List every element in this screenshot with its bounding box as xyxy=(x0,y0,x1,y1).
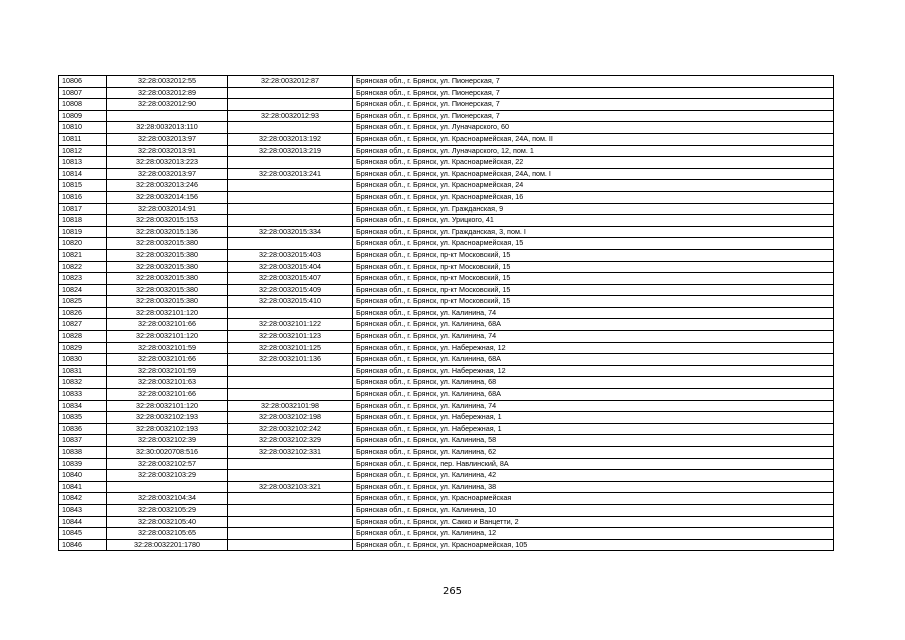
row-number-cell: 10846 xyxy=(59,539,107,551)
cadastral-number-cell: 32:28:0032012:90 xyxy=(107,99,228,111)
related-cadastral-number-cell: 32:28:0032015:334 xyxy=(228,226,353,238)
row-number-cell: 10827 xyxy=(59,319,107,331)
address-cell: Брянская обл., г. Брянск, ул. Гражданская, 9 xyxy=(353,203,834,215)
address-cell: Брянская обл., г. Брянск, ул. Калинина, 12 xyxy=(353,528,834,540)
address-cell: Брянская обл., г. Брянск, ул. Пионерская, 7 xyxy=(353,87,834,99)
related-cadastral-number-cell: 32:28:0032015:409 xyxy=(228,284,353,296)
related-cadastral-number-cell xyxy=(228,122,353,134)
related-cadastral-number-cell xyxy=(228,504,353,516)
row-number-cell: 10843 xyxy=(59,504,107,516)
table-row xyxy=(59,203,834,215)
table-row xyxy=(59,191,834,203)
table-row xyxy=(59,133,834,145)
table-row xyxy=(59,168,834,180)
address-cell: Брянская обл., г. Брянск, пр-кт Московский, 15 xyxy=(353,296,834,308)
address-cell: Брянская обл., г. Брянск, ул. Набережная, 12 xyxy=(353,365,834,377)
related-cadastral-number-cell xyxy=(228,377,353,389)
related-cadastral-number-cell: 32:28:0032015:403 xyxy=(228,249,353,261)
address-cell: Брянская обл., г. Брянск, ул. Калинина, 42 xyxy=(353,470,834,482)
row-number-cell: 10829 xyxy=(59,342,107,354)
address-cell: Брянская обл., г. Брянск, пр-кт Московский, 15 xyxy=(353,249,834,261)
table-row xyxy=(59,528,834,540)
cadastral-number-cell: 32:28:0032012:89 xyxy=(107,87,228,99)
related-cadastral-number-cell xyxy=(228,470,353,482)
related-cadastral-number-cell xyxy=(228,493,353,505)
cadastral-number-cell: 32:28:0032102:193 xyxy=(107,412,228,424)
address-cell: Брянская обл., г. Брянск, ул. Красноармейская, 24 xyxy=(353,180,834,192)
table-row xyxy=(59,365,834,377)
address-cell: Брянская обл., г. Брянск, пр-кт Московский, 15 xyxy=(353,273,834,285)
related-cadastral-number-cell: 32:28:0032013:219 xyxy=(228,145,353,157)
cadastral-number-cell: 32:28:0032105:29 xyxy=(107,504,228,516)
row-number-cell: 10828 xyxy=(59,331,107,343)
address-cell: Брянская обл., г. Брянск, ул. Красноармейская, 22 xyxy=(353,157,834,169)
cadastral-number-cell: 32:28:0032015:380 xyxy=(107,238,228,250)
table-row xyxy=(59,157,834,169)
row-number-cell: 10824 xyxy=(59,284,107,296)
table-row xyxy=(59,400,834,412)
records-table-body xyxy=(59,76,834,551)
cadastral-number-cell: 32:28:0032101:66 xyxy=(107,354,228,366)
row-number-cell: 10808 xyxy=(59,99,107,111)
cadastral-number-cell xyxy=(107,110,228,122)
related-cadastral-number-cell: 32:28:0032102:331 xyxy=(228,447,353,459)
table-row xyxy=(59,226,834,238)
table-row xyxy=(59,76,834,88)
related-cadastral-number-cell xyxy=(228,157,353,169)
address-cell: Брянская обл., г. Брянск, ул. Красноармейская, 24А, пом. I xyxy=(353,168,834,180)
related-cadastral-number-cell: 32:28:0032102:329 xyxy=(228,435,353,447)
table-row xyxy=(59,423,834,435)
cadastral-number-cell: 32:28:0032015:380 xyxy=(107,261,228,273)
row-number-cell: 10816 xyxy=(59,191,107,203)
address-cell: Брянская обл., г. Брянск, ул. Красноармейская, 16 xyxy=(353,191,834,203)
table-row xyxy=(59,493,834,505)
address-cell: Брянская обл., г. Брянск, ул. Красноармейская, 105 xyxy=(353,539,834,551)
row-number-cell: 10838 xyxy=(59,447,107,459)
related-cadastral-number-cell: 32:28:0032012:87 xyxy=(228,76,353,88)
address-cell: Брянская обл., г. Брянск, ул. Красноармейская, 24А, пом. II xyxy=(353,133,834,145)
cadastral-number-cell: 32:28:0032201:1780 xyxy=(107,539,228,551)
row-number-cell: 10818 xyxy=(59,215,107,227)
address-cell: Брянская обл., г. Брянск, ул. Луначарского, 12, пом. 1 xyxy=(353,145,834,157)
row-number-cell: 10836 xyxy=(59,423,107,435)
related-cadastral-number-cell xyxy=(228,516,353,528)
table-row xyxy=(59,110,834,122)
table-row xyxy=(59,261,834,273)
row-number-cell: 10823 xyxy=(59,273,107,285)
related-cadastral-number-cell: 32:28:0032102:198 xyxy=(228,412,353,424)
cadastral-number-cell: 32:28:0032015:380 xyxy=(107,273,228,285)
address-cell: Брянская обл., г. Брянск, ул. Калинина, 74 xyxy=(353,307,834,319)
address-cell: Брянская обл., г. Брянск, ул. Пионерская, 7 xyxy=(353,99,834,111)
related-cadastral-number-cell xyxy=(228,389,353,401)
table-row xyxy=(59,470,834,482)
table-row xyxy=(59,307,834,319)
table-row xyxy=(59,504,834,516)
related-cadastral-number-cell xyxy=(228,215,353,227)
table-row xyxy=(59,331,834,343)
row-number-cell: 10812 xyxy=(59,145,107,157)
address-cell: Брянская обл., г. Брянск, ул. Гражданская, 3, пом. I xyxy=(353,226,834,238)
row-number-cell: 10813 xyxy=(59,157,107,169)
cadastral-number-cell: 32:30:0020708:516 xyxy=(107,447,228,459)
address-cell: Брянская обл., г. Брянск, ул. Красноармейская xyxy=(353,493,834,505)
table-row xyxy=(59,238,834,250)
row-number-cell: 10830 xyxy=(59,354,107,366)
address-cell: Брянская обл., г. Брянск, пер. Навлинский, 8А xyxy=(353,458,834,470)
table-row xyxy=(59,145,834,157)
cadastral-number-cell: 32:28:0032103:29 xyxy=(107,470,228,482)
row-number-cell: 10837 xyxy=(59,435,107,447)
address-cell: Брянская обл., г. Брянск, ул. Калинина, 10 xyxy=(353,504,834,516)
cadastral-number-cell: 32:28:0032101:63 xyxy=(107,377,228,389)
table-row xyxy=(59,458,834,470)
address-cell: Брянская обл., г. Брянск, пр-кт Московский, 15 xyxy=(353,284,834,296)
row-number-cell: 10817 xyxy=(59,203,107,215)
row-number-cell: 10815 xyxy=(59,180,107,192)
row-number-cell: 10825 xyxy=(59,296,107,308)
cadastral-number-cell: 32:28:0032105:65 xyxy=(107,528,228,540)
row-number-cell: 10832 xyxy=(59,377,107,389)
related-cadastral-number-cell xyxy=(228,180,353,192)
table-row xyxy=(59,87,834,99)
address-cell: Брянская обл., г. Брянск, ул. Набережная, 12 xyxy=(353,342,834,354)
address-cell: Брянская обл., г. Брянск, ул. Калинина, 68 xyxy=(353,377,834,389)
table-row xyxy=(59,377,834,389)
table-row xyxy=(59,481,834,493)
related-cadastral-number-cell: 32:28:0032012:93 xyxy=(228,110,353,122)
related-cadastral-number-cell: 32:28:0032103:321 xyxy=(228,481,353,493)
related-cadastral-number-cell: 32:28:0032101:122 xyxy=(228,319,353,331)
cadastral-number-cell: 32:28:0032105:40 xyxy=(107,516,228,528)
row-number-cell: 10840 xyxy=(59,470,107,482)
cadastral-number-cell: 32:28:0032013:246 xyxy=(107,180,228,192)
table-row xyxy=(59,180,834,192)
related-cadastral-number-cell xyxy=(228,458,353,470)
address-cell: Брянская обл., г. Брянск, ул. Сакко и Ванцетти, 2 xyxy=(353,516,834,528)
related-cadastral-number-cell: 32:28:0032101:125 xyxy=(228,342,353,354)
table-row xyxy=(59,354,834,366)
cadastral-number-cell: 32:28:0032014:91 xyxy=(107,203,228,215)
cadastral-number-cell: 32:28:0032013:223 xyxy=(107,157,228,169)
row-number-cell: 10822 xyxy=(59,261,107,273)
related-cadastral-number-cell xyxy=(228,203,353,215)
cadastral-number-cell: 32:28:0032101:120 xyxy=(107,400,228,412)
address-cell: Брянская обл., г. Брянск, ул. Калинина, 68А xyxy=(353,319,834,331)
related-cadastral-number-cell: 32:28:0032015:407 xyxy=(228,273,353,285)
cadastral-number-cell: 32:28:0032101:120 xyxy=(107,331,228,343)
related-cadastral-number-cell: 32:28:0032102:242 xyxy=(228,423,353,435)
cadastral-number-cell: 32:28:0032015:153 xyxy=(107,215,228,227)
related-cadastral-number-cell: 32:28:0032101:98 xyxy=(228,400,353,412)
row-number-cell: 10821 xyxy=(59,249,107,261)
address-cell: Брянская обл., г. Брянск, ул. Пионерская, 7 xyxy=(353,110,834,122)
row-number-cell: 10834 xyxy=(59,400,107,412)
cadastral-number-cell: 32:28:0032013:97 xyxy=(107,168,228,180)
row-number-cell: 10810 xyxy=(59,122,107,134)
cadastral-number-cell: 32:28:0032104:34 xyxy=(107,493,228,505)
row-number-cell: 10839 xyxy=(59,458,107,470)
related-cadastral-number-cell: 32:28:0032101:123 xyxy=(228,331,353,343)
row-number-cell: 10842 xyxy=(59,493,107,505)
row-number-cell: 10845 xyxy=(59,528,107,540)
table-row xyxy=(59,273,834,285)
related-cadastral-number-cell xyxy=(228,307,353,319)
cadastral-number-cell: 32:28:0032101:59 xyxy=(107,342,228,354)
address-cell: Брянская обл., г. Брянск, ул. Набережная, 1 xyxy=(353,423,834,435)
address-cell: Брянская обл., г. Брянск, ул. Красноармейская, 15 xyxy=(353,238,834,250)
address-cell: Брянская обл., г. Брянск, ул. Урицкого, 41 xyxy=(353,215,834,227)
row-number-cell: 10806 xyxy=(59,76,107,88)
table-row xyxy=(59,435,834,447)
records-table xyxy=(58,75,834,551)
related-cadastral-number-cell: 32:28:0032013:192 xyxy=(228,133,353,145)
row-number-cell: 10820 xyxy=(59,238,107,250)
row-number-cell: 10835 xyxy=(59,412,107,424)
address-cell: Брянская обл., г. Брянск, ул. Набережная, 1 xyxy=(353,412,834,424)
address-cell: Брянская обл., г. Брянск, ул. Калинина, 74 xyxy=(353,400,834,412)
row-number-cell: 10807 xyxy=(59,87,107,99)
cadastral-number-cell: 32:28:0032015:380 xyxy=(107,249,228,261)
cadastral-number-cell xyxy=(107,481,228,493)
cadastral-number-cell: 32:28:0032102:57 xyxy=(107,458,228,470)
address-cell: Брянская обл., г. Брянск, ул. Калинина, 74 xyxy=(353,331,834,343)
table-row xyxy=(59,412,834,424)
table-row xyxy=(59,447,834,459)
address-cell: Брянская обл., г. Брянск, ул. Калинина, 62 xyxy=(353,447,834,459)
cadastral-number-cell: 32:28:0032013:97 xyxy=(107,133,228,145)
table-row xyxy=(59,516,834,528)
row-number-cell: 10814 xyxy=(59,168,107,180)
related-cadastral-number-cell xyxy=(228,87,353,99)
cadastral-number-cell: 32:28:0032102:193 xyxy=(107,423,228,435)
cadastral-number-cell: 32:28:0032101:120 xyxy=(107,307,228,319)
table-row xyxy=(59,284,834,296)
table-row xyxy=(59,389,834,401)
row-number-cell: 10844 xyxy=(59,516,107,528)
address-cell: Брянская обл., г. Брянск, ул. Калинина, 38 xyxy=(353,481,834,493)
related-cadastral-number-cell: 32:28:0032013:241 xyxy=(228,168,353,180)
table-row xyxy=(59,296,834,308)
table-row xyxy=(59,99,834,111)
related-cadastral-number-cell: 32:28:0032015:404 xyxy=(228,261,353,273)
cadastral-number-cell: 32:28:0032101:66 xyxy=(107,319,228,331)
row-number-cell: 10833 xyxy=(59,389,107,401)
row-number-cell: 10819 xyxy=(59,226,107,238)
cadastral-number-cell: 32:28:0032101:66 xyxy=(107,389,228,401)
address-cell: Брянская обл., г. Брянск, пр-кт Московский, 15 xyxy=(353,261,834,273)
table-row xyxy=(59,319,834,331)
cadastral-number-cell: 32:28:0032015:136 xyxy=(107,226,228,238)
row-number-cell: 10831 xyxy=(59,365,107,377)
related-cadastral-number-cell xyxy=(228,528,353,540)
row-number-cell: 10841 xyxy=(59,481,107,493)
row-number-cell: 10809 xyxy=(59,110,107,122)
table-row xyxy=(59,215,834,227)
related-cadastral-number-cell xyxy=(228,99,353,111)
related-cadastral-number-cell xyxy=(228,539,353,551)
cadastral-number-cell: 32:28:0032014:156 xyxy=(107,191,228,203)
row-number-cell: 10826 xyxy=(59,307,107,319)
address-cell: Брянская обл., г. Брянск, ул. Калинина, 68А xyxy=(353,354,834,366)
cadastral-number-cell: 32:28:0032013:91 xyxy=(107,145,228,157)
table-row xyxy=(59,249,834,261)
address-cell: Брянская обл., г. Брянск, ул. Калинина, 68А xyxy=(353,389,834,401)
cadastral-number-cell: 32:28:0032101:59 xyxy=(107,365,228,377)
table-row xyxy=(59,342,834,354)
table-row xyxy=(59,539,834,551)
cadastral-number-cell: 32:28:0032015:380 xyxy=(107,296,228,308)
address-cell: Брянская обл., г. Брянск, ул. Пионерская, 7 xyxy=(353,76,834,88)
page-number: 265 xyxy=(442,586,463,597)
related-cadastral-number-cell xyxy=(228,191,353,203)
address-cell: Брянская обл., г. Брянск, ул. Калинина, 58 xyxy=(353,435,834,447)
cadastral-number-cell: 32:28:0032012:55 xyxy=(107,76,228,88)
table-row xyxy=(59,122,834,134)
related-cadastral-number-cell xyxy=(228,365,353,377)
cadastral-number-cell: 32:28:0032013:110 xyxy=(107,122,228,134)
row-number-cell: 10811 xyxy=(59,133,107,145)
related-cadastral-number-cell: 32:28:0032015:410 xyxy=(228,296,353,308)
cadastral-number-cell: 32:28:0032015:380 xyxy=(107,284,228,296)
related-cadastral-number-cell xyxy=(228,238,353,250)
cadastral-number-cell: 32:28:0032102:39 xyxy=(107,435,228,447)
address-cell: Брянская обл., г. Брянск, ул. Луначарского, 60 xyxy=(353,122,834,134)
related-cadastral-number-cell: 32:28:0032101:136 xyxy=(228,354,353,366)
